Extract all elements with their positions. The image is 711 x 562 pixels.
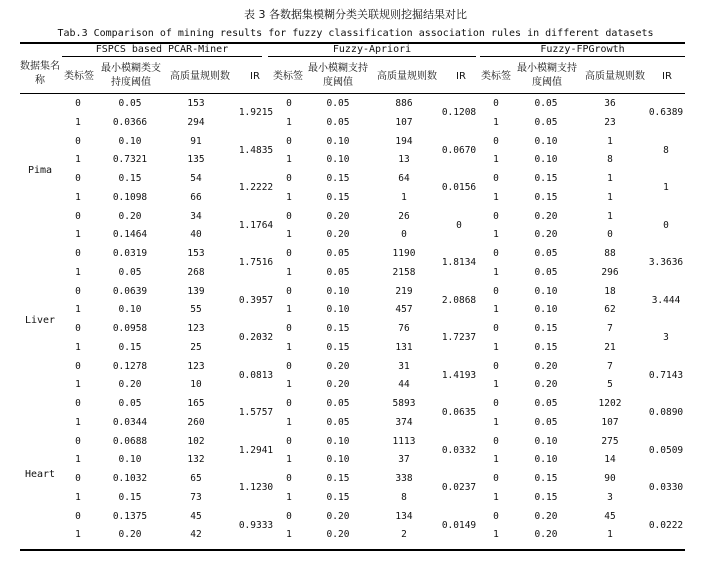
table-cell: 0	[286, 173, 292, 184]
table-cell: 0.10	[534, 135, 558, 147]
header-support-2: 最小模糊支持度阈值	[308, 63, 368, 88]
table-cell: 18	[604, 285, 616, 297]
table-cell: 76	[398, 323, 410, 334]
table-cell: 1	[286, 341, 292, 353]
bottom-rule	[20, 549, 685, 551]
table-cell: 0.20	[118, 379, 142, 391]
table-cell: 62	[604, 304, 616, 316]
table-cell: 0.15	[534, 341, 558, 353]
table-cell: 0.10	[118, 454, 142, 466]
table-cell: 1	[286, 416, 292, 428]
table-cell: 0	[75, 135, 81, 147]
group-underline-pcar	[62, 56, 262, 57]
table-cell: 0	[493, 285, 499, 297]
table-cell: 0.15	[534, 191, 558, 203]
table-cell: 0.10	[326, 304, 350, 316]
header-ir-3: IR	[662, 71, 672, 82]
table-title-en: Tab.3 Comparison of mining results for fuzzy classification association rules in different datasets	[57, 28, 654, 39]
table-cell-ir: 3	[663, 332, 669, 344]
table-cell-ir: 0.0670	[441, 144, 477, 156]
table-cell: 0	[75, 398, 81, 409]
table-cell: 0.15	[534, 323, 558, 334]
table-cell: 0.0688	[112, 435, 148, 447]
table-cell: 2	[401, 529, 407, 541]
table-cell: 0.10	[118, 304, 142, 316]
table-cell: 0.15	[326, 191, 350, 203]
table-cell: 73	[190, 491, 202, 503]
table-cell: 1	[75, 229, 81, 241]
table-cell: 0.20	[326, 210, 350, 222]
table-cell: 1	[607, 173, 613, 184]
table-cell: 10	[190, 379, 202, 391]
table-cell-ir: 0.2032	[238, 332, 274, 344]
table-cell: 0.05	[326, 416, 350, 428]
table-cell: 0.15	[326, 473, 350, 484]
table-cell: 1	[493, 491, 499, 503]
table-cell: 0.7321	[112, 154, 148, 166]
table-cell: 102	[187, 435, 205, 447]
table-cell: 1	[607, 210, 613, 222]
table-cell: 0	[286, 510, 292, 522]
table-cell: 1	[75, 454, 81, 466]
table-cell: 1	[75, 341, 81, 353]
table-cell: 0	[286, 210, 292, 222]
table-cell-ir: 0.0635	[441, 407, 477, 419]
table-cell: 0.20	[326, 229, 350, 241]
table-cell: 7	[607, 360, 613, 372]
table-cell: 0	[286, 285, 292, 297]
table-cell: 1	[493, 191, 499, 203]
table-cell: 1	[607, 135, 613, 147]
table-cell: 153	[187, 248, 205, 259]
table-cell: 0.20	[534, 510, 558, 522]
table-cell: 0.20	[326, 510, 350, 522]
table-cell: 0	[493, 360, 499, 372]
table-cell: 1	[286, 491, 292, 503]
table-cell: 0.05	[118, 398, 142, 409]
table-cell: 0	[286, 248, 292, 259]
table-cell: 0.15	[326, 173, 350, 184]
table-cell-ir: 1.8134	[441, 257, 477, 269]
table-cell: 1	[75, 379, 81, 391]
table-cell: 23	[604, 116, 616, 128]
table-cell: 0.15	[534, 173, 558, 184]
table-cell: 0.05	[534, 416, 558, 428]
table-cell: 0	[286, 473, 292, 484]
table-cell: 0.0344	[112, 416, 148, 428]
table-cell: 2158	[392, 266, 416, 278]
table-cell: 1	[493, 229, 499, 241]
table-cell: 296	[601, 266, 619, 278]
dataset-name-heart: Heart	[24, 469, 56, 480]
table-cell: 886	[395, 98, 413, 109]
header-support-3: 最小模糊支持度阈值	[517, 63, 577, 88]
table-cell: 0.20	[534, 360, 558, 372]
table-cell: 294	[187, 116, 205, 128]
table-cell: 37	[398, 454, 410, 466]
table-cell: 0	[75, 435, 81, 447]
table-cell: 1	[75, 266, 81, 278]
table-cell-ir: 1	[663, 182, 669, 194]
table-cell: 107	[601, 416, 619, 428]
table-cell: 275	[601, 435, 619, 447]
table-cell: 0.0319	[112, 248, 148, 259]
table-cell: 0.05	[326, 248, 350, 259]
table-cell: 0	[493, 248, 499, 259]
table-cell: 139	[187, 285, 205, 297]
table-cell-ir: 2.0868	[441, 294, 477, 306]
table-cell: 0.05	[326, 398, 350, 409]
table-cell: 0.10	[534, 154, 558, 166]
table-cell: 0.20	[534, 529, 558, 541]
table-cell: 0	[493, 98, 499, 109]
table-cell: 107	[395, 116, 413, 128]
table-cell: 45	[190, 510, 202, 522]
table-cell-ir: 0.0237	[441, 482, 477, 494]
table-cell: 1	[75, 529, 81, 541]
table-cell: 0	[75, 323, 81, 334]
table-cell: 0.1032	[112, 473, 148, 484]
table-cell: 55	[190, 304, 202, 316]
table-cell: 0.05	[326, 266, 350, 278]
table-cell: 0	[286, 98, 292, 109]
table-cell: 25	[190, 341, 202, 353]
table-cell: 8	[401, 491, 407, 503]
table-cell: 0.15	[326, 341, 350, 353]
table-cell: 134	[395, 510, 413, 522]
table-cell: 0	[286, 323, 292, 334]
table-cell: 194	[395, 135, 413, 147]
table-cell-ir: 1.7237	[441, 332, 477, 344]
table-cell: 1	[75, 416, 81, 428]
table-cell: 1	[286, 116, 292, 128]
table-cell: 66	[190, 191, 202, 203]
table-cell-ir: 1.9215	[238, 107, 274, 119]
table-cell: 1	[493, 266, 499, 278]
table-cell: 0.10	[326, 135, 350, 147]
table-cell: 1	[493, 154, 499, 166]
table-cell: 0.10	[534, 454, 558, 466]
table-cell-ir: 0	[456, 219, 462, 231]
table-cell: 0.20	[534, 379, 558, 391]
table-cell-ir: 0.0149	[441, 519, 477, 531]
table-cell: 13	[398, 154, 410, 166]
group-underline-fpgrowth	[480, 56, 685, 57]
header-rule	[20, 93, 685, 94]
table-cell: 0.15	[118, 173, 142, 184]
header-label-3: 类标签	[481, 71, 511, 82]
table-cell: 36	[604, 98, 616, 109]
table-cell: 0	[493, 173, 499, 184]
table-cell-ir: 1.4193	[441, 369, 477, 381]
table-cell-ir: 1.5757	[238, 407, 274, 419]
table-cell: 0.20	[118, 210, 142, 222]
header-ir-2: IR	[456, 71, 466, 82]
table-cell-ir: 0.0332	[441, 444, 477, 456]
header-rules-3: 高质量规则数	[585, 71, 645, 82]
table-cell: 1	[286, 266, 292, 278]
table-cell: 1	[401, 191, 407, 203]
table-cell-ir: 1.1230	[238, 482, 274, 494]
table-cell: 91	[190, 135, 202, 147]
table-cell: 0	[286, 435, 292, 447]
table-cell: 1	[493, 116, 499, 128]
table-cell: 374	[395, 416, 413, 428]
table-cell: 260	[187, 416, 205, 428]
table-cell-ir: 1.2222	[238, 182, 274, 194]
table-cell: 0	[493, 398, 499, 409]
table-cell: 5	[607, 379, 613, 391]
table-cell: 0.10	[326, 454, 350, 466]
table-cell-ir: 0.0890	[648, 407, 684, 419]
table-cell: 1	[493, 304, 499, 316]
table-cell: 0.15	[534, 491, 558, 503]
table-cell-ir: 0.1208	[441, 107, 477, 119]
table-cell: 0	[286, 135, 292, 147]
table-cell: 1	[607, 191, 613, 203]
table-cell: 0	[75, 285, 81, 297]
header-rules-1: 高质量规则数	[170, 71, 230, 82]
table-cell: 0.10	[534, 285, 558, 297]
table-cell: 7	[607, 323, 613, 334]
table-cell: 64	[398, 173, 410, 184]
table-cell: 135	[187, 154, 205, 166]
table-cell: 0.10	[326, 154, 350, 166]
table-cell: 0.1098	[112, 191, 148, 203]
table-cell: 1	[75, 491, 81, 503]
table-cell: 0	[75, 473, 81, 484]
table-cell: 0.05	[118, 266, 142, 278]
table-cell: 123	[187, 323, 205, 334]
table-cell: 338	[395, 473, 413, 484]
table-cell: 1	[75, 191, 81, 203]
table-cell: 88	[604, 248, 616, 259]
table-cell-ir: 3.444	[651, 294, 681, 306]
table-cell: 0	[286, 360, 292, 372]
header-label-1: 类标签	[64, 71, 94, 82]
table-cell: 0	[493, 473, 499, 484]
table-cell: 0.1464	[112, 229, 148, 241]
table-cell: 0.1278	[112, 360, 148, 372]
table-cell-ir: 1.4835	[238, 144, 274, 156]
table-cell: 0	[493, 435, 499, 447]
table-cell: 5893	[392, 398, 416, 409]
table-cell: 0	[75, 98, 81, 109]
table-cell: 123	[187, 360, 205, 372]
table-cell: 1	[493, 341, 499, 353]
table-cell: 0	[493, 510, 499, 522]
header-ir-1: IR	[250, 71, 260, 82]
group-header-apriori: Fuzzy-Apriori	[332, 44, 412, 55]
dataset-name-pima: Pima	[27, 165, 53, 176]
table-cell: 54	[190, 173, 202, 184]
table-cell: 0.05	[326, 116, 350, 128]
table-cell: 0.20	[534, 210, 558, 222]
table-cell: 0.05	[326, 98, 350, 109]
table-cell: 0	[401, 229, 407, 241]
table-cell: 0.20	[326, 360, 350, 372]
table-cell: 40	[190, 229, 202, 241]
table-cell: 65	[190, 473, 202, 484]
table-cell: 3	[607, 491, 613, 503]
table-title-cn: 表 3 各数据集模糊分类关联规则挖掘结果对比	[244, 8, 467, 21]
table-cell: 0.15	[534, 473, 558, 484]
header-label-2: 类标签	[273, 71, 303, 82]
table-cell: 0	[75, 510, 81, 522]
table-cell: 42	[190, 529, 202, 541]
table-cell: 1	[75, 304, 81, 316]
table-cell: 1	[286, 229, 292, 241]
table-cell: 0.15	[118, 341, 142, 353]
table-cell: 1113	[392, 435, 416, 447]
table-cell: 1190	[392, 248, 416, 259]
table-cell: 0.15	[326, 491, 350, 503]
table-cell: 0	[75, 360, 81, 372]
table-cell-ir: 0.0813	[238, 369, 274, 381]
table-cell: 0.20	[118, 529, 142, 541]
table-cell: 90	[604, 473, 616, 484]
table-cell: 1	[286, 454, 292, 466]
table-cell: 0	[286, 398, 292, 409]
table-cell: 0.1375	[112, 510, 148, 522]
table-cell-ir: 0.7143	[648, 369, 684, 381]
table-cell-ir: 0.0222	[648, 519, 684, 531]
table-cell: 0	[493, 323, 499, 334]
table-cell: 1	[286, 154, 292, 166]
table-cell: 0.15	[326, 323, 350, 334]
table-cell: 0	[75, 210, 81, 222]
table-cell: 1	[493, 416, 499, 428]
table-cell: 0.20	[326, 529, 350, 541]
table-cell: 44	[398, 379, 410, 391]
table-cell: 1	[493, 379, 499, 391]
table-cell: 153	[187, 98, 205, 109]
table-cell: 21	[604, 341, 616, 353]
table-cell: 34	[190, 210, 202, 222]
table-cell: 1202	[598, 398, 622, 409]
table-cell-ir: 0.0509	[648, 444, 684, 456]
table-cell: 0.10	[326, 435, 350, 447]
table-cell: 0	[75, 248, 81, 259]
table-cell: 0.05	[534, 266, 558, 278]
table-cell-ir: 1.1764	[238, 219, 274, 231]
table-cell: 0.15	[118, 491, 142, 503]
table-cell: 0.0639	[112, 285, 148, 297]
table-cell: 0.10	[326, 285, 350, 297]
table-cell: 0.05	[534, 98, 558, 109]
table-cell-ir: 0.0156	[441, 182, 477, 194]
table-cell-ir: 0.3957	[238, 294, 274, 306]
table-cell: 268	[187, 266, 205, 278]
group-underline-apriori	[268, 56, 476, 57]
table-cell: 1	[286, 191, 292, 203]
dataset-name-liver: Liver	[24, 315, 56, 326]
table-cell: 0	[493, 210, 499, 222]
table-cell: 1	[75, 154, 81, 166]
group-header-pcar: FSPCS based PCAR-Miner	[95, 44, 229, 55]
table-cell: 31	[398, 360, 410, 372]
table-cell: 219	[395, 285, 413, 297]
table-cell: 132	[187, 454, 205, 466]
table-cell: 1	[493, 454, 499, 466]
table-cell: 45	[604, 510, 616, 522]
table-cell: 1	[493, 529, 499, 541]
table-cell: 0	[607, 229, 613, 241]
table-cell: 131	[395, 341, 413, 353]
table-cell-ir: 0.9333	[238, 519, 274, 531]
table-cell: 1	[75, 116, 81, 128]
table-cell: 1	[286, 304, 292, 316]
table-cell-ir: 0	[663, 219, 669, 231]
table-cell: 0.05	[534, 116, 558, 128]
table-cell: 0.0958	[112, 323, 148, 334]
table-cell: 0.05	[118, 98, 142, 109]
table-cell: 0.05	[534, 248, 558, 259]
table-cell: 457	[395, 304, 413, 316]
table-cell-ir: 1.2941	[238, 444, 274, 456]
table-cell: 1	[286, 529, 292, 541]
table-cell: 0.10	[118, 135, 142, 147]
table-cell: 165	[187, 398, 205, 409]
table-cell: 0	[75, 173, 81, 184]
table-cell: 0.20	[534, 229, 558, 241]
table-cell: 1	[607, 529, 613, 541]
header-support-1: 最小模糊类支持度阈值	[101, 63, 161, 88]
table-cell: 0.05	[534, 398, 558, 409]
table-cell-ir: 8	[663, 144, 669, 156]
table-cell-ir: 0.6389	[648, 107, 684, 119]
table-cell: 0	[493, 135, 499, 147]
table-cell-ir: 1.7516	[238, 257, 274, 269]
header-rules-2: 高质量规则数	[377, 71, 437, 82]
table-cell-ir: 3.3636	[648, 257, 684, 269]
header-dataset: 数据集名称	[20, 61, 60, 86]
table-cell: 0.20	[326, 379, 350, 391]
table-cell: 0.0366	[112, 116, 148, 128]
table-cell: 0.10	[534, 435, 558, 447]
table-cell: 14	[604, 454, 616, 466]
table-cell: 26	[398, 210, 410, 222]
table-cell-ir: 0.0330	[648, 482, 684, 494]
table-cell: 8	[607, 154, 613, 166]
table-cell: 1	[286, 379, 292, 391]
table-cell: 0.10	[534, 304, 558, 316]
group-header-fpgrowth: Fuzzy-FPGrowth	[540, 44, 625, 55]
